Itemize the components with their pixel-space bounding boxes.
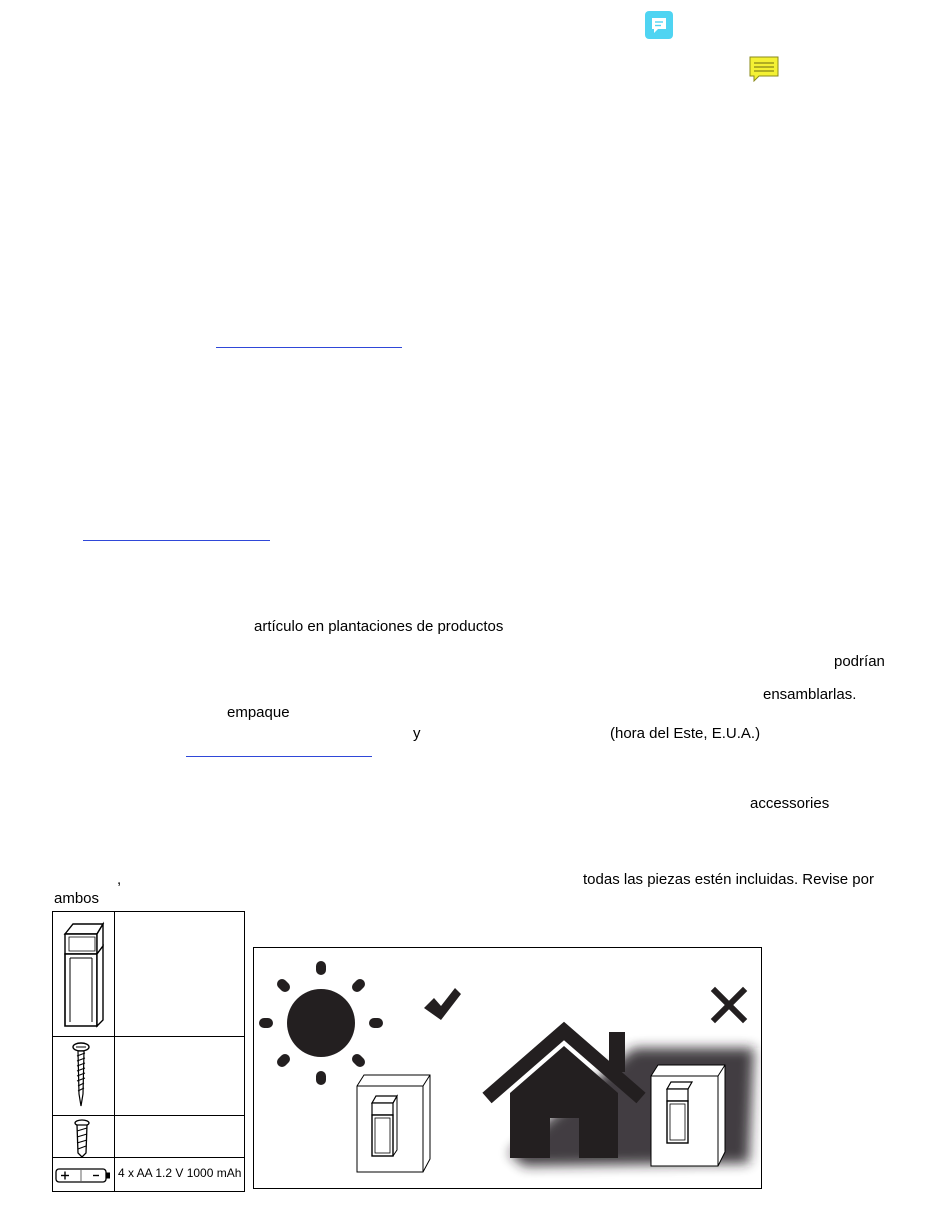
- table-divider: [114, 912, 115, 1191]
- text-fragment: ensamblarlas.: [763, 686, 857, 703]
- hyperlink-underline[interactable]: [83, 540, 270, 541]
- text-fragment: artículo en plantaciones de productos: [254, 618, 504, 635]
- hyperlink-underline[interactable]: [186, 756, 372, 757]
- battery-label: 4 x AA 1.2 V 1000 mAh: [118, 1166, 242, 1180]
- text-fragment: accessories: [750, 795, 830, 812]
- text-fragment: ambos: [54, 890, 100, 907]
- text-fragment: ,: [117, 871, 122, 888]
- text-fragment: (hora del Este, E.U.A.): [610, 725, 761, 742]
- placement-diagram: [253, 947, 762, 1189]
- wall-anchor-icon: [70, 1119, 94, 1159]
- checkmark-icon: [424, 988, 461, 1020]
- sticky-note-icon[interactable]: [749, 56, 779, 82]
- text-fragment: y: [413, 725, 421, 742]
- text-fragment: todas las piezas estén incluidas. Revise por: [583, 871, 874, 888]
- sun-icon: [264, 966, 378, 1080]
- parts-table: [52, 911, 245, 1192]
- text-fragment: podrían: [834, 653, 885, 670]
- speech-bubble-icon[interactable]: [645, 11, 673, 39]
- solar-light-icon: [651, 1065, 725, 1166]
- hyperlink-underline[interactable]: [216, 347, 402, 348]
- text-fragment: empaque: [227, 704, 290, 721]
- battery-icon: [53, 1164, 113, 1186]
- cross-icon: [715, 991, 743, 1019]
- screw-icon: [69, 1042, 93, 1108]
- solar-light-icon: [357, 1075, 430, 1172]
- solar-light-icon: [59, 920, 111, 1030]
